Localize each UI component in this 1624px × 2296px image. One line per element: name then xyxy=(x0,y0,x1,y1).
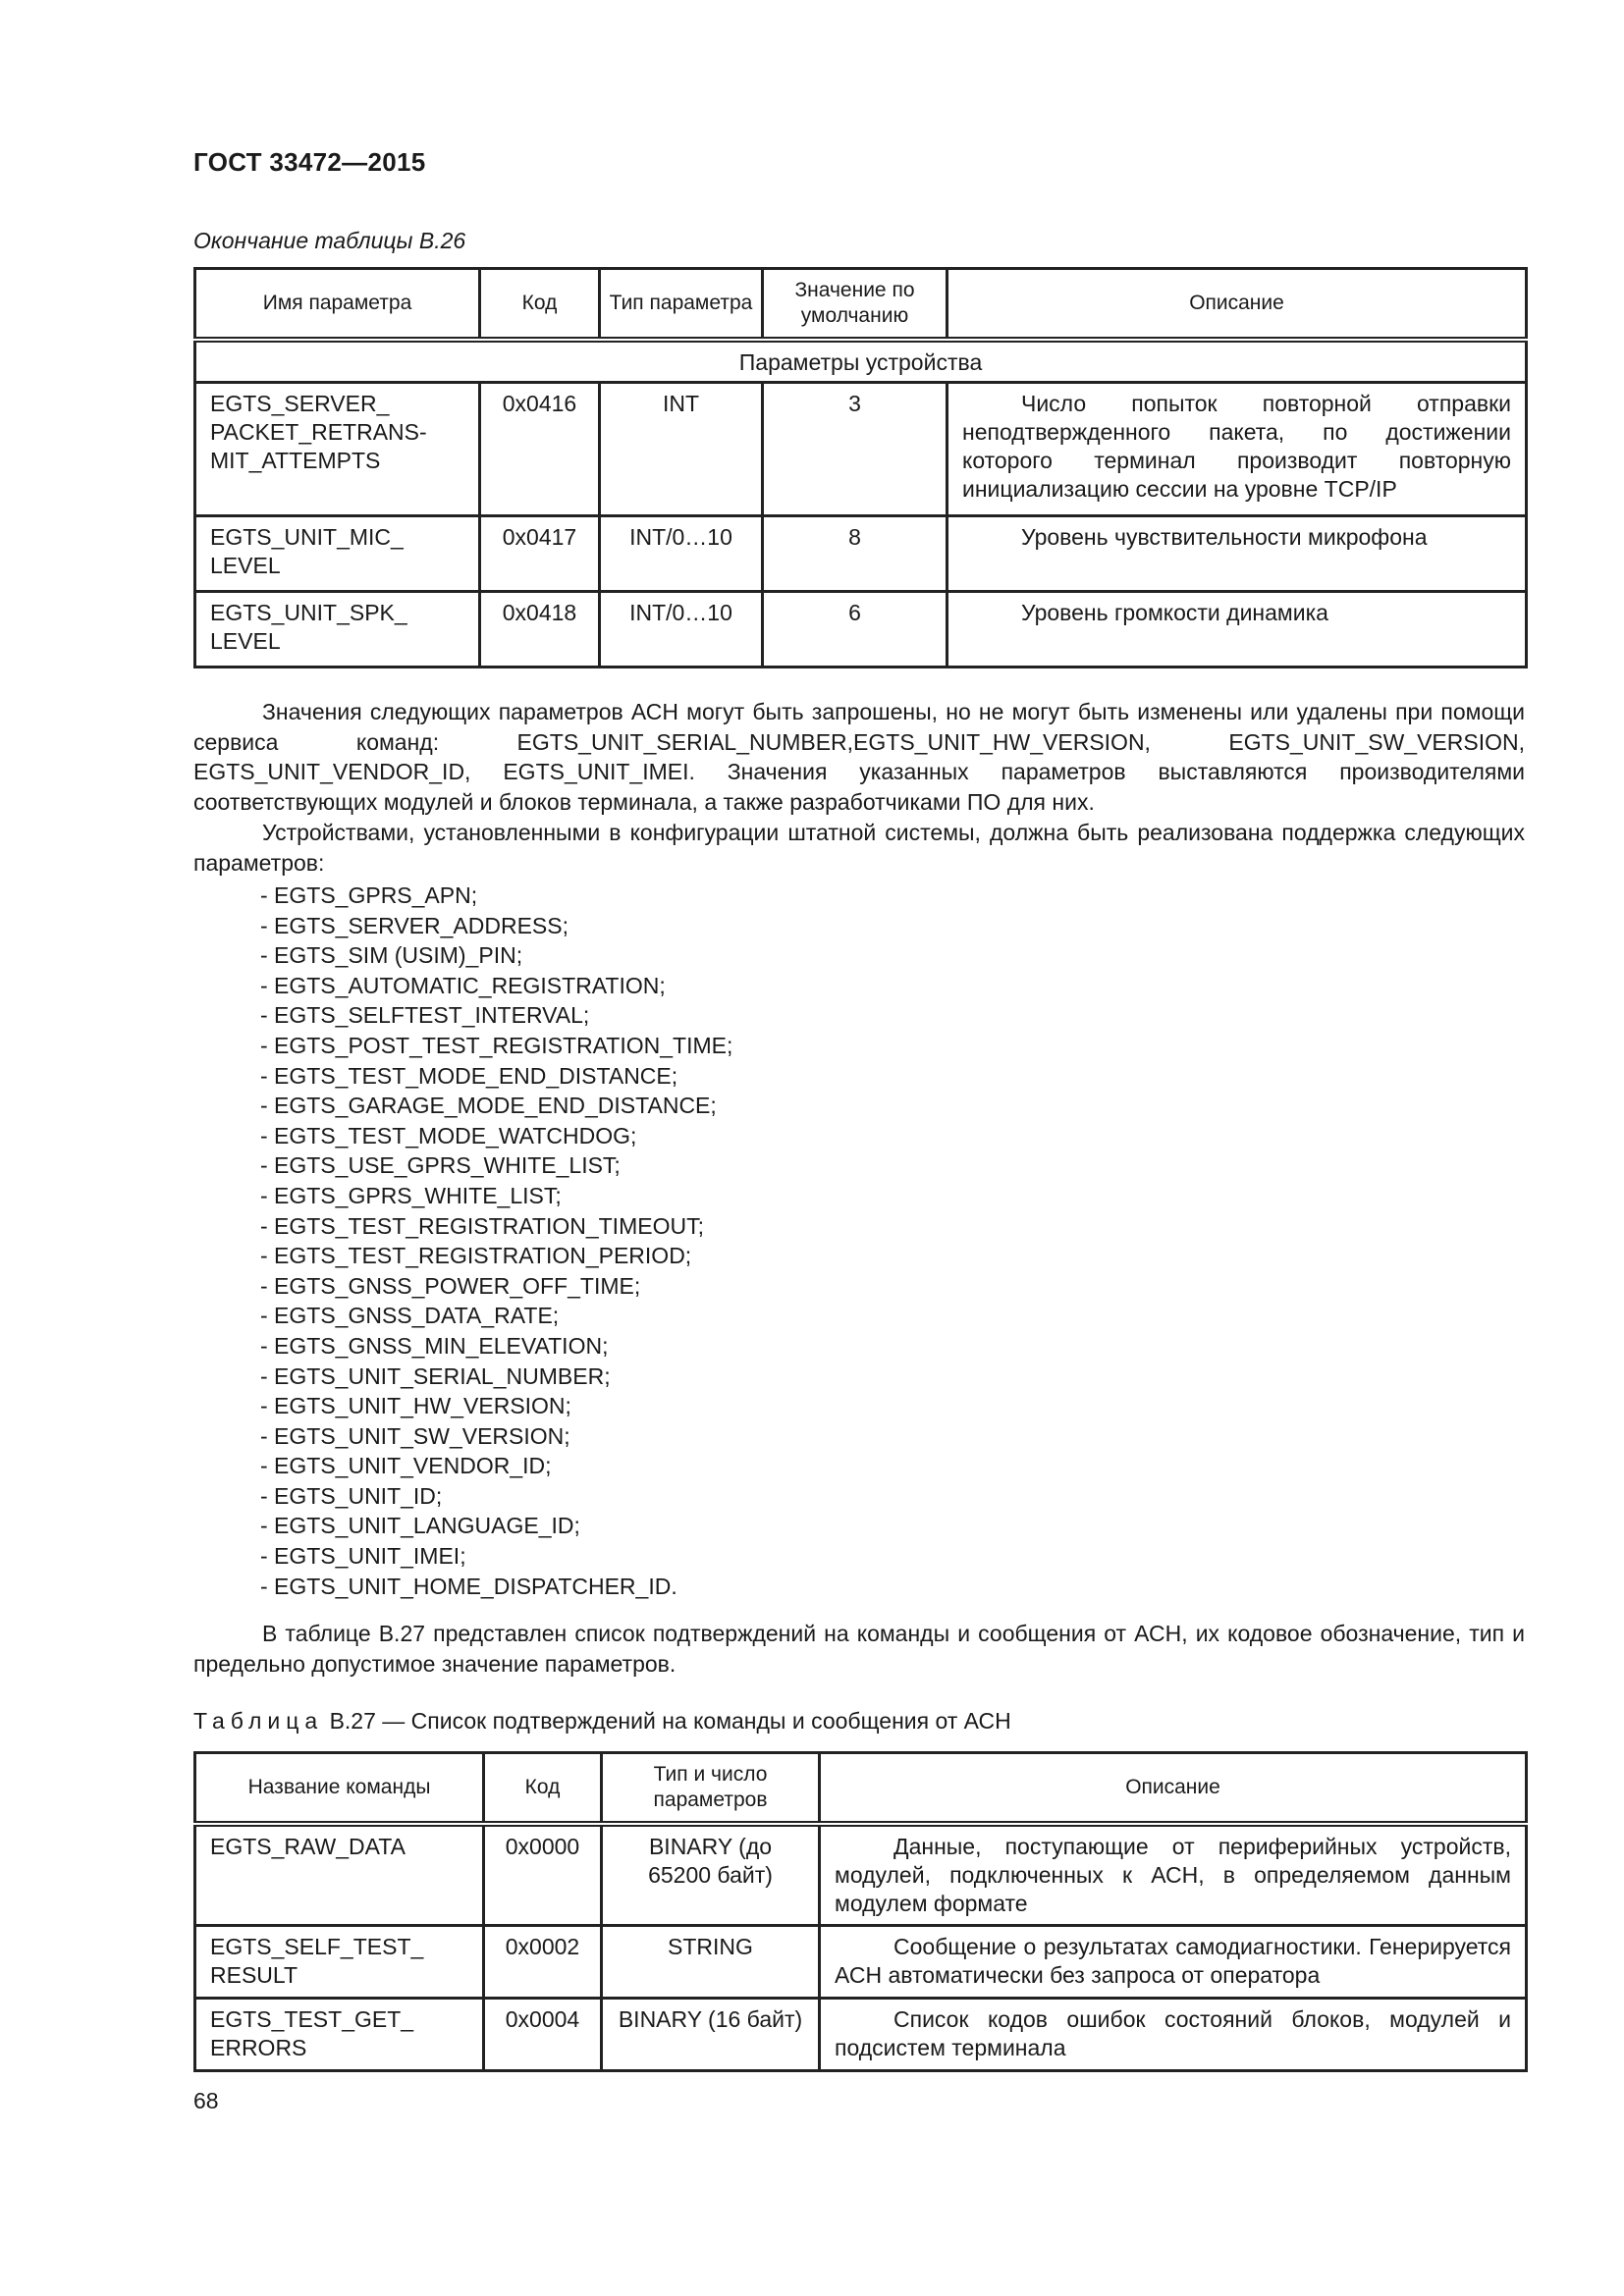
cell-description: Уровень чувствительности микрофона xyxy=(947,515,1527,591)
list-item: - EGTS_GARAGE_MODE_END_DISTANCE; xyxy=(260,1093,717,1119)
header-default: Значение по умолчанию xyxy=(763,269,947,340)
document-header: ГОСТ 33472—2015 xyxy=(193,147,426,177)
cell-name: EGTS_UNIT_SPK_ LEVEL xyxy=(195,591,480,667)
list-item: - EGTS_USE_GPRS_WHITE_LIST; xyxy=(260,1152,621,1179)
header-description: Описание xyxy=(820,1753,1527,1824)
cell-default: 6 xyxy=(763,591,947,667)
cell-code: 0x0418 xyxy=(480,591,600,667)
cell-code: 0x0004 xyxy=(484,1999,602,2071)
caption-text: В.27 — Список подтверждений на команды и сообщения от АСН xyxy=(329,1708,1011,1734)
list-item: - EGTS_SERVER_ADDRESS; xyxy=(260,912,569,938)
list-item: - EGTS_POST_TEST_REGISTRATION_TIME; xyxy=(260,1032,733,1058)
cell-name: EGTS_TEST_GET_ ERRORS xyxy=(195,1999,484,2071)
list-item: - EGTS_SIM (USIM)_PIN; xyxy=(260,942,523,969)
cell-description: Число попыток повторной отправки неподтвержденного пакета, по достижении которого терминал производит повторную инициализацию сессии на уровне TCP/IP xyxy=(947,382,1527,515)
table-row xyxy=(195,515,1527,591)
table-b27 xyxy=(193,1751,1528,2072)
cell-default: 8 xyxy=(763,515,947,591)
list-item: - EGTS_TEST_MODE_END_DISTANCE; xyxy=(260,1062,678,1089)
list-item: - EGTS_TEST_REGISTRATION_PERIOD; xyxy=(260,1243,692,1269)
header-description: Описание xyxy=(947,269,1527,340)
table-row xyxy=(195,1824,1527,1926)
list-item: - EGTS_GNSS_DATA_RATE; xyxy=(260,1303,560,1329)
header-code: Код xyxy=(484,1753,602,1824)
cell-type: BINARY (16 байт) xyxy=(602,1999,820,2071)
header-type: Тип параметра xyxy=(600,269,763,340)
cell-type: BINARY (до 65200 байт) xyxy=(602,1824,820,1926)
cell-code: 0x0002 xyxy=(484,1926,602,1999)
body-paragraph-1 xyxy=(193,697,1525,817)
body-paragraph-2 xyxy=(193,818,1525,878)
cell-description: Уровень громкости динамика xyxy=(947,591,1527,667)
list-item: - EGTS_GNSS_POWER_OFF_TIME; xyxy=(260,1272,641,1299)
cell-name: EGTS_SERVER_ PACKET_RETRANS-MIT_ATTEMPTS xyxy=(195,382,480,515)
cell-type: STRING xyxy=(602,1926,820,1999)
paragraph-text: В таблице В.27 представлен список подтверждений на команды и сообщения от АСН, их кодовое обозначение, тип и предельно допустимое значение параметров. xyxy=(193,1621,1525,1677)
paragraph-text: Устройствами, установленными в конфигурации штатной системы, должна быть реализована поддержка следующих параметров: xyxy=(193,820,1525,876)
list-item: - EGTS_UNIT_IMEI; xyxy=(260,1543,466,1570)
list-item: - EGTS_UNIT_LANGUAGE_ID; xyxy=(260,1513,580,1539)
table-continuation-caption: Окончание таблицы В.26 xyxy=(193,228,466,253)
list-item: - EGTS_GPRS_APN; xyxy=(260,882,478,908)
header-code: Код xyxy=(480,269,600,340)
list-item: - EGTS_UNIT_SW_VERSION; xyxy=(260,1422,570,1449)
list-item: - EGTS_UNIT_HOME_DISPATCHER_ID. xyxy=(260,1573,677,1599)
cell-name: EGTS_UNIT_MIC_ LEVEL xyxy=(195,515,480,591)
cell-default: 3 xyxy=(763,382,947,515)
cell-name: EGTS_RAW_DATA xyxy=(195,1824,484,1926)
list-item: - EGTS_AUTOMATIC_REGISTRATION; xyxy=(260,972,666,998)
parameter-list xyxy=(260,881,732,1601)
list-item: - EGTS_UNIT_SERIAL_NUMBER; xyxy=(260,1362,611,1389)
page-number: 68 xyxy=(193,2088,219,2113)
cell-code: 0x0417 xyxy=(480,515,600,591)
section-row xyxy=(195,340,1527,383)
table-row xyxy=(195,382,1527,515)
body-paragraph-3 xyxy=(193,1619,1525,1679)
list-item: - EGTS_TEST_REGISTRATION_TIMEOUT; xyxy=(260,1212,704,1239)
table-b26 xyxy=(193,267,1528,668)
table-b27-caption xyxy=(193,1708,1011,1735)
cell-description: Сообщение о результатах самодиагностики. Генерируется АСН автоматически без запроса от оператора xyxy=(820,1926,1527,1999)
header-command-name: Название команды xyxy=(195,1753,484,1824)
list-item: - EGTS_UNIT_ID; xyxy=(260,1482,443,1509)
list-item: - EGTS_GNSS_MIN_ELEVATION; xyxy=(260,1332,609,1359)
list-item: - EGTS_UNIT_VENDOR_ID; xyxy=(260,1453,552,1479)
cell-type: INT/0…10 xyxy=(600,591,763,667)
table-row xyxy=(195,591,1527,667)
header-parameter-name: Имя параметра xyxy=(195,269,480,340)
cell-name: EGTS_SELF_TEST_ RESULT xyxy=(195,1926,484,1999)
table-row xyxy=(195,1999,1527,2071)
header-type: Тип и число параметров xyxy=(602,1753,820,1824)
list-item: - EGTS_TEST_MODE_WATCHDOG; xyxy=(260,1122,637,1148)
list-item: - EGTS_GPRS_WHITE_LIST; xyxy=(260,1182,562,1208)
list-item: - EGTS_SELFTEST_INTERVAL; xyxy=(260,1002,590,1029)
cell-code: 0x0000 xyxy=(484,1824,602,1926)
cell-description: Список кодов ошибок состояний блоков, модулей и подсистем терминала xyxy=(820,1999,1527,2071)
cell-code: 0x0416 xyxy=(480,382,600,515)
cell-type: INT xyxy=(600,382,763,515)
cell-type: INT/0…10 xyxy=(600,515,763,591)
paragraph-text: Значения следующих параметров АСН могут быть запрошены, но не могут быть изменены или удалены при помощи сервиса команд: EGTS_UNIT_SERIAL_NUMBER,EGTS_UNIT_HW_VERSION, EGTS_UNIT_SW_VERSION, EGTS_UNIT_VENDOR_ID, EGTS_UNIT_IMEI. Значения указанных параметров выставляются производителями соответствующих модулей и блоков терминала, а также разработчиками ПО для них. xyxy=(193,699,1525,815)
cell-description: Данные, поступающие от периферийных устройств, модулей, подключенных к АСН, в определяемом данным модулем формате xyxy=(820,1824,1527,1926)
table-row xyxy=(195,1926,1527,1999)
list-item: - EGTS_UNIT_HW_VERSION; xyxy=(260,1393,571,1419)
caption-prefix: Таблица xyxy=(193,1708,324,1734)
section-label: Параметры устройства xyxy=(195,340,1527,383)
